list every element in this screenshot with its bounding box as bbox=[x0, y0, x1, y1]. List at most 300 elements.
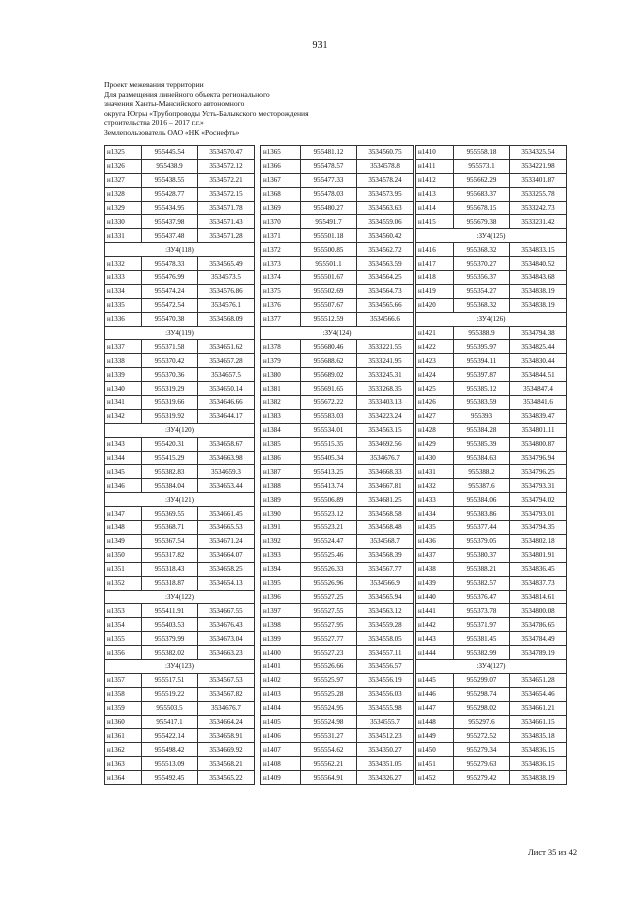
zone-header-row bbox=[105, 326, 255, 340]
y-coordinate-cell: 3534664.07 bbox=[198, 548, 255, 562]
y-coordinate-cell: 3534223.24 bbox=[357, 409, 414, 423]
table-row bbox=[416, 326, 567, 340]
x-coordinate-cell: 955683.37 bbox=[454, 187, 510, 201]
y-coordinate-cell: 3533241.95 bbox=[357, 354, 414, 368]
x-coordinate-cell: 955476.99 bbox=[142, 271, 198, 285]
table-row bbox=[105, 215, 255, 229]
y-coordinate-cell: 3534559.28 bbox=[357, 618, 414, 632]
x-coordinate-cell: 955472.54 bbox=[142, 298, 198, 312]
table-row bbox=[261, 146, 414, 160]
y-coordinate-cell: 3534784.49 bbox=[510, 632, 567, 646]
zone-header-row bbox=[105, 243, 255, 257]
header-line: Землепользователь ОАО «НК «Роснефть» bbox=[104, 127, 240, 137]
x-coordinate-cell: 955420.31 bbox=[142, 437, 198, 451]
y-coordinate-cell: 3534658.67 bbox=[198, 437, 255, 451]
table-row bbox=[416, 409, 567, 423]
y-coordinate-cell: 3534570.47 bbox=[198, 146, 255, 160]
point-id-cell: н1396 bbox=[261, 590, 301, 604]
point-id-cell: н1381 bbox=[261, 382, 301, 396]
x-coordinate-cell: 955382.83 bbox=[142, 465, 198, 479]
point-id-cell: н1387 bbox=[261, 465, 301, 479]
table-row bbox=[261, 396, 414, 410]
point-id-cell: н1420 bbox=[416, 298, 454, 312]
x-coordinate-cell: 955437.98 bbox=[142, 215, 198, 229]
table-row bbox=[416, 382, 567, 396]
point-id-cell: н1357 bbox=[105, 673, 142, 687]
y-coordinate-cell: 3533403.13 bbox=[357, 396, 414, 410]
y-coordinate-cell: 3534692.56 bbox=[357, 437, 414, 451]
header-line: округа Югры «Трубопроводы Усть-Балыкского месторождения bbox=[104, 108, 309, 118]
y-coordinate-cell: 3534658.91 bbox=[198, 729, 255, 743]
zone-label: :ЗУ4(123) bbox=[105, 659, 255, 673]
y-coordinate-cell: 3534560.42 bbox=[357, 229, 414, 243]
y-coordinate-cell: 3534794.02 bbox=[510, 493, 567, 507]
zone-header-row bbox=[416, 659, 567, 673]
header-line: Проект межевания территории bbox=[104, 80, 204, 89]
header-line: Для размещения линейного объекта регионального bbox=[104, 89, 270, 99]
table-row bbox=[261, 173, 414, 187]
table-row bbox=[105, 715, 255, 729]
table-row bbox=[261, 451, 414, 465]
table-row bbox=[105, 771, 255, 785]
x-coordinate-cell: 955515.35 bbox=[301, 437, 357, 451]
table-row bbox=[261, 215, 414, 229]
x-coordinate-cell: 955679.38 bbox=[454, 215, 510, 229]
y-coordinate-cell: 3534555.7 bbox=[357, 715, 414, 729]
y-coordinate-cell: 3534564.25 bbox=[357, 271, 414, 285]
point-id-cell: н1379 bbox=[261, 354, 301, 368]
point-id-cell: н1430 bbox=[416, 451, 454, 465]
y-coordinate-cell: 3534663.23 bbox=[198, 646, 255, 660]
table-row bbox=[105, 479, 255, 493]
x-coordinate-cell: 955524.95 bbox=[301, 701, 357, 715]
y-coordinate-cell: 3533245.31 bbox=[357, 368, 414, 382]
point-id-cell: н1337 bbox=[105, 340, 142, 354]
point-id-cell: н1365 bbox=[261, 146, 301, 160]
x-coordinate-cell: 955384.04 bbox=[142, 479, 198, 493]
table-row bbox=[261, 201, 414, 215]
point-id-cell: н1386 bbox=[261, 451, 301, 465]
point-id-cell: н1336 bbox=[105, 312, 142, 326]
x-coordinate-cell: 955388.21 bbox=[454, 562, 510, 576]
x-coordinate-cell: 955384.06 bbox=[454, 493, 510, 507]
table-row bbox=[105, 409, 255, 423]
table-row bbox=[105, 451, 255, 465]
point-id-cell: н1372 bbox=[261, 243, 301, 257]
point-id-cell: н1354 bbox=[105, 618, 142, 632]
point-id-cell: н1424 bbox=[416, 368, 454, 382]
y-coordinate-cell: 3534654.13 bbox=[198, 576, 255, 590]
point-id-cell: н1328 bbox=[105, 187, 142, 201]
table-row bbox=[416, 729, 567, 743]
point-id-cell: н1414 bbox=[416, 201, 454, 215]
x-coordinate-cell: 955385.39 bbox=[454, 437, 510, 451]
zone-label: :ЗУ4(121) bbox=[105, 493, 255, 507]
y-coordinate-cell: 3534565.22 bbox=[198, 771, 255, 785]
point-id-cell: н1397 bbox=[261, 604, 301, 618]
table-row bbox=[416, 521, 567, 535]
point-id-cell: н1448 bbox=[416, 715, 454, 729]
point-id-cell: н1417 bbox=[416, 257, 454, 271]
point-id-cell: н1447 bbox=[416, 701, 454, 715]
table-row bbox=[261, 646, 414, 660]
zone-header-row bbox=[416, 229, 567, 243]
y-coordinate-cell: 3533255.78 bbox=[510, 187, 567, 201]
y-coordinate-cell: 3534794.38 bbox=[510, 326, 567, 340]
y-coordinate-cell: 3534568.48 bbox=[357, 521, 414, 535]
y-coordinate-cell: 3533268.35 bbox=[357, 382, 414, 396]
table-row bbox=[416, 354, 567, 368]
y-coordinate-cell: 3534664.24 bbox=[198, 715, 255, 729]
x-coordinate-cell: 955525.97 bbox=[301, 673, 357, 687]
x-coordinate-cell: 955382.57 bbox=[454, 576, 510, 590]
coordinates-table-3 bbox=[415, 145, 567, 785]
table-row bbox=[416, 493, 567, 507]
table-row bbox=[105, 229, 255, 243]
point-id-cell: н1351 bbox=[105, 562, 142, 576]
table-row bbox=[261, 507, 414, 521]
point-id-cell: н1433 bbox=[416, 493, 454, 507]
x-coordinate-cell: 955478.57 bbox=[301, 159, 357, 173]
table-row bbox=[416, 451, 567, 465]
table-row bbox=[416, 215, 567, 229]
x-coordinate-cell: 955519.22 bbox=[142, 687, 198, 701]
table-row bbox=[416, 159, 567, 173]
table-row bbox=[105, 646, 255, 660]
x-coordinate-cell: 955526.96 bbox=[301, 576, 357, 590]
point-id-cell: н1402 bbox=[261, 673, 301, 687]
y-coordinate-cell: 3534566.6 bbox=[357, 312, 414, 326]
table-row bbox=[105, 173, 255, 187]
point-id-cell: н1342 bbox=[105, 409, 142, 423]
y-coordinate-cell: 3534326.27 bbox=[357, 771, 414, 785]
x-coordinate-cell: 955470.38 bbox=[142, 312, 198, 326]
point-id-cell: н1383 bbox=[261, 409, 301, 423]
point-id-cell: н1406 bbox=[261, 729, 301, 743]
table-row bbox=[261, 701, 414, 715]
y-coordinate-cell: 3534571.43 bbox=[198, 215, 255, 229]
point-id-cell: н1356 bbox=[105, 646, 142, 660]
point-id-cell: н1443 bbox=[416, 632, 454, 646]
point-id-cell: н1340 bbox=[105, 382, 142, 396]
header-line: строительства 2016 – 2017 г.г.» bbox=[104, 118, 204, 128]
y-coordinate-cell: 3534836.15 bbox=[510, 757, 567, 771]
y-coordinate-cell: 3534325.54 bbox=[510, 146, 567, 160]
x-coordinate-cell: 955527.77 bbox=[301, 632, 357, 646]
x-coordinate-cell: 955506.89 bbox=[301, 493, 357, 507]
point-id-cell: н1413 bbox=[416, 187, 454, 201]
table-row bbox=[261, 243, 414, 257]
x-coordinate-cell: 955279.34 bbox=[454, 743, 510, 757]
x-coordinate-cell: 955403.53 bbox=[142, 618, 198, 632]
y-coordinate-cell: 3534830.44 bbox=[510, 354, 567, 368]
point-id-cell: н1408 bbox=[261, 757, 301, 771]
table-row bbox=[261, 187, 414, 201]
y-coordinate-cell: 3534668.33 bbox=[357, 465, 414, 479]
point-id-cell: н1399 bbox=[261, 632, 301, 646]
y-coordinate-cell: 3534676.7 bbox=[357, 451, 414, 465]
point-id-cell: н1428 bbox=[416, 423, 454, 437]
y-coordinate-cell: 3534651.28 bbox=[510, 673, 567, 687]
x-coordinate-cell: 955319.29 bbox=[142, 382, 198, 396]
y-coordinate-cell: 3534351.05 bbox=[357, 757, 414, 771]
y-coordinate-cell: 3534578.8 bbox=[357, 159, 414, 173]
x-coordinate-cell: 955298.74 bbox=[454, 687, 510, 701]
x-coordinate-cell: 955354.27 bbox=[454, 284, 510, 298]
point-id-cell: н1432 bbox=[416, 479, 454, 493]
table-row bbox=[416, 173, 567, 187]
x-coordinate-cell: 955395.97 bbox=[454, 340, 510, 354]
x-coordinate-cell: 955298.02 bbox=[454, 701, 510, 715]
y-coordinate-cell: 3534646.66 bbox=[198, 396, 255, 410]
zone-label: :ЗУ4(124) bbox=[261, 326, 414, 340]
x-coordinate-cell: 955383.59 bbox=[454, 396, 510, 410]
point-id-cell: н1450 bbox=[416, 743, 454, 757]
point-id-cell: н1405 bbox=[261, 715, 301, 729]
point-id-cell: н1375 bbox=[261, 284, 301, 298]
x-coordinate-cell: 955318.87 bbox=[142, 576, 198, 590]
x-coordinate-cell: 955370.36 bbox=[142, 368, 198, 382]
table-row bbox=[416, 646, 567, 660]
point-id-cell: н1394 bbox=[261, 562, 301, 576]
point-id-cell: н1366 bbox=[261, 159, 301, 173]
zone-label: :ЗУ4(122) bbox=[105, 590, 255, 604]
y-coordinate-cell: 3534566.9 bbox=[357, 576, 414, 590]
x-coordinate-cell: 955558.18 bbox=[454, 146, 510, 160]
y-coordinate-cell: 3534562.72 bbox=[357, 243, 414, 257]
table-row bbox=[261, 562, 414, 576]
x-coordinate-cell: 955297.6 bbox=[454, 715, 510, 729]
table-row bbox=[261, 354, 414, 368]
x-coordinate-cell: 955501.18 bbox=[301, 229, 357, 243]
y-coordinate-cell: 3534667.55 bbox=[198, 604, 255, 618]
point-id-cell: н1346 bbox=[105, 479, 142, 493]
table-row bbox=[261, 229, 414, 243]
x-coordinate-cell: 955501.67 bbox=[301, 271, 357, 285]
point-id-cell: н1435 bbox=[416, 521, 454, 535]
y-coordinate-cell: 3534669.92 bbox=[198, 743, 255, 757]
x-coordinate-cell: 955405.34 bbox=[301, 451, 357, 465]
point-id-cell: н1442 bbox=[416, 618, 454, 632]
y-coordinate-cell: 3534653.44 bbox=[198, 479, 255, 493]
x-coordinate-cell: 955688.62 bbox=[301, 354, 357, 368]
table-row bbox=[105, 604, 255, 618]
table-row bbox=[105, 521, 255, 535]
x-coordinate-cell: 955512.59 bbox=[301, 312, 357, 326]
x-coordinate-cell: 955367.54 bbox=[142, 534, 198, 548]
table-row bbox=[416, 340, 567, 354]
table-row bbox=[416, 257, 567, 271]
point-id-cell: н1403 bbox=[261, 687, 301, 701]
x-coordinate-cell: 955380.37 bbox=[454, 548, 510, 562]
table-row bbox=[261, 604, 414, 618]
y-coordinate-cell: 3534350.27 bbox=[357, 743, 414, 757]
y-coordinate-cell: 3534568.58 bbox=[357, 507, 414, 521]
zone-header-row bbox=[416, 312, 567, 326]
y-coordinate-cell: 3534802.18 bbox=[510, 534, 567, 548]
table-row bbox=[105, 201, 255, 215]
table-row bbox=[261, 409, 414, 423]
y-coordinate-cell: 3534568.09 bbox=[198, 312, 255, 326]
x-coordinate-cell: 955678.15 bbox=[454, 201, 510, 215]
point-id-cell: н1438 bbox=[416, 562, 454, 576]
y-coordinate-cell: 3534555.98 bbox=[357, 701, 414, 715]
y-coordinate-cell: 3534793.01 bbox=[510, 507, 567, 521]
y-coordinate-cell: 3534556.19 bbox=[357, 673, 414, 687]
point-id-cell: н1368 bbox=[261, 187, 301, 201]
point-id-cell: н1440 bbox=[416, 590, 454, 604]
point-id-cell: н1376 bbox=[261, 298, 301, 312]
y-coordinate-cell: 3534565.66 bbox=[357, 298, 414, 312]
y-coordinate-cell: 3534838.19 bbox=[510, 298, 567, 312]
y-coordinate-cell: 3534825.44 bbox=[510, 340, 567, 354]
point-id-cell: н1445 bbox=[416, 673, 454, 687]
zone-header-row bbox=[105, 590, 255, 604]
table-row bbox=[261, 382, 414, 396]
x-coordinate-cell: 955438.55 bbox=[142, 173, 198, 187]
y-coordinate-cell: 3534667.81 bbox=[357, 479, 414, 493]
point-id-cell: н1355 bbox=[105, 632, 142, 646]
table-row bbox=[261, 493, 414, 507]
x-coordinate-cell: 955368.32 bbox=[454, 298, 510, 312]
y-coordinate-cell: 3534847.4 bbox=[510, 382, 567, 396]
table-row bbox=[105, 673, 255, 687]
x-coordinate-cell: 955526.66 bbox=[301, 659, 357, 673]
point-id-cell: н1419 bbox=[416, 284, 454, 298]
y-coordinate-cell: 3534676.43 bbox=[198, 618, 255, 632]
x-coordinate-cell: 955379.99 bbox=[142, 632, 198, 646]
point-id-cell: н1335 bbox=[105, 298, 142, 312]
x-coordinate-cell: 955413.25 bbox=[301, 465, 357, 479]
point-id-cell: н1398 bbox=[261, 618, 301, 632]
table-row bbox=[261, 534, 414, 548]
x-coordinate-cell: 955527.95 bbox=[301, 618, 357, 632]
point-id-cell: н1343 bbox=[105, 437, 142, 451]
y-coordinate-cell: 3534568.39 bbox=[357, 548, 414, 562]
table-row bbox=[416, 576, 567, 590]
x-coordinate-cell: 955501.1 bbox=[301, 257, 357, 271]
y-coordinate-cell: 3534665.53 bbox=[198, 521, 255, 535]
x-coordinate-cell: 955526.33 bbox=[301, 562, 357, 576]
x-coordinate-cell: 955279.42 bbox=[454, 771, 510, 785]
point-id-cell: н1426 bbox=[416, 396, 454, 410]
point-id-cell: н1429 bbox=[416, 437, 454, 451]
y-coordinate-cell: 3534814.61 bbox=[510, 590, 567, 604]
coordinates-table-1 bbox=[104, 145, 255, 785]
table-row bbox=[261, 659, 414, 673]
zone-header-row bbox=[105, 493, 255, 507]
y-coordinate-cell: 3534786.65 bbox=[510, 618, 567, 632]
point-id-cell: н1451 bbox=[416, 757, 454, 771]
y-coordinate-cell: 3534563.12 bbox=[357, 604, 414, 618]
table-row bbox=[105, 562, 255, 576]
table-row bbox=[416, 771, 567, 785]
point-id-cell: н1437 bbox=[416, 548, 454, 562]
table-row bbox=[261, 521, 414, 535]
y-coordinate-cell: 3534844.51 bbox=[510, 368, 567, 382]
y-coordinate-cell: 3534673.04 bbox=[198, 632, 255, 646]
x-coordinate-cell: 955517.51 bbox=[142, 673, 198, 687]
y-coordinate-cell: 3534568.21 bbox=[198, 757, 255, 771]
table-row bbox=[416, 396, 567, 410]
point-id-cell: н1423 bbox=[416, 354, 454, 368]
table-row bbox=[416, 757, 567, 771]
table-row bbox=[416, 743, 567, 757]
x-coordinate-cell: 955377.44 bbox=[454, 521, 510, 535]
y-coordinate-cell: 3534843.68 bbox=[510, 271, 567, 285]
point-id-cell: н1449 bbox=[416, 729, 454, 743]
zone-label: :ЗУ4(120) bbox=[105, 423, 255, 437]
table-row bbox=[416, 479, 567, 493]
point-id-cell: н1325 bbox=[105, 146, 142, 160]
x-coordinate-cell: 955662.29 bbox=[454, 173, 510, 187]
y-coordinate-cell: 3534658.25 bbox=[198, 562, 255, 576]
table-row bbox=[105, 757, 255, 771]
point-id-cell: н1360 bbox=[105, 715, 142, 729]
point-id-cell: н1407 bbox=[261, 743, 301, 757]
point-id-cell: н1334 bbox=[105, 284, 142, 298]
table-row bbox=[105, 187, 255, 201]
table-row bbox=[416, 298, 567, 312]
point-id-cell: н1369 bbox=[261, 201, 301, 215]
table-row bbox=[105, 632, 255, 646]
table-row bbox=[416, 673, 567, 687]
table-row bbox=[261, 271, 414, 285]
point-id-cell: н1434 bbox=[416, 507, 454, 521]
zone-header-row bbox=[105, 423, 255, 437]
table-row bbox=[416, 618, 567, 632]
point-id-cell: н1331 bbox=[105, 229, 142, 243]
y-coordinate-cell: 3534559.06 bbox=[357, 215, 414, 229]
point-id-cell: н1380 bbox=[261, 368, 301, 382]
y-coordinate-cell: 3534661.45 bbox=[198, 507, 255, 521]
point-id-cell: н1404 bbox=[261, 701, 301, 715]
y-coordinate-cell: 3534801.91 bbox=[510, 548, 567, 562]
point-id-cell: н1359 bbox=[105, 701, 142, 715]
table-row bbox=[261, 284, 414, 298]
point-id-cell: н1373 bbox=[261, 257, 301, 271]
x-coordinate-cell: 955481.12 bbox=[301, 146, 357, 160]
x-coordinate-cell: 955422.14 bbox=[142, 729, 198, 743]
table-row bbox=[105, 437, 255, 451]
point-id-cell: н1341 bbox=[105, 396, 142, 410]
x-coordinate-cell: 955525.46 bbox=[301, 548, 357, 562]
table-row bbox=[105, 340, 255, 354]
table-row bbox=[261, 479, 414, 493]
x-coordinate-cell: 955478.03 bbox=[301, 187, 357, 201]
x-coordinate-cell: 955554.62 bbox=[301, 743, 357, 757]
y-coordinate-cell: 3533231.42 bbox=[510, 215, 567, 229]
table-row bbox=[261, 159, 414, 173]
table-row bbox=[416, 437, 567, 451]
point-id-cell: н1452 bbox=[416, 771, 454, 785]
x-coordinate-cell: 955393 bbox=[454, 409, 510, 423]
table-row bbox=[416, 715, 567, 729]
coordinates-table-2 bbox=[260, 145, 414, 785]
point-id-cell: н1378 bbox=[261, 340, 301, 354]
y-coordinate-cell: 3534657.28 bbox=[198, 354, 255, 368]
x-coordinate-cell: 955498.42 bbox=[142, 743, 198, 757]
table-row bbox=[416, 701, 567, 715]
x-coordinate-cell: 955319.66 bbox=[142, 396, 198, 410]
y-coordinate-cell: 3534840.52 bbox=[510, 257, 567, 271]
y-coordinate-cell: 3534657.5 bbox=[198, 368, 255, 382]
point-id-cell: н1436 bbox=[416, 534, 454, 548]
point-id-cell: н1415 bbox=[416, 215, 454, 229]
point-id-cell: н1384 bbox=[261, 423, 301, 437]
point-id-cell: н1364 bbox=[105, 771, 142, 785]
y-coordinate-cell: 3534836.15 bbox=[510, 743, 567, 757]
